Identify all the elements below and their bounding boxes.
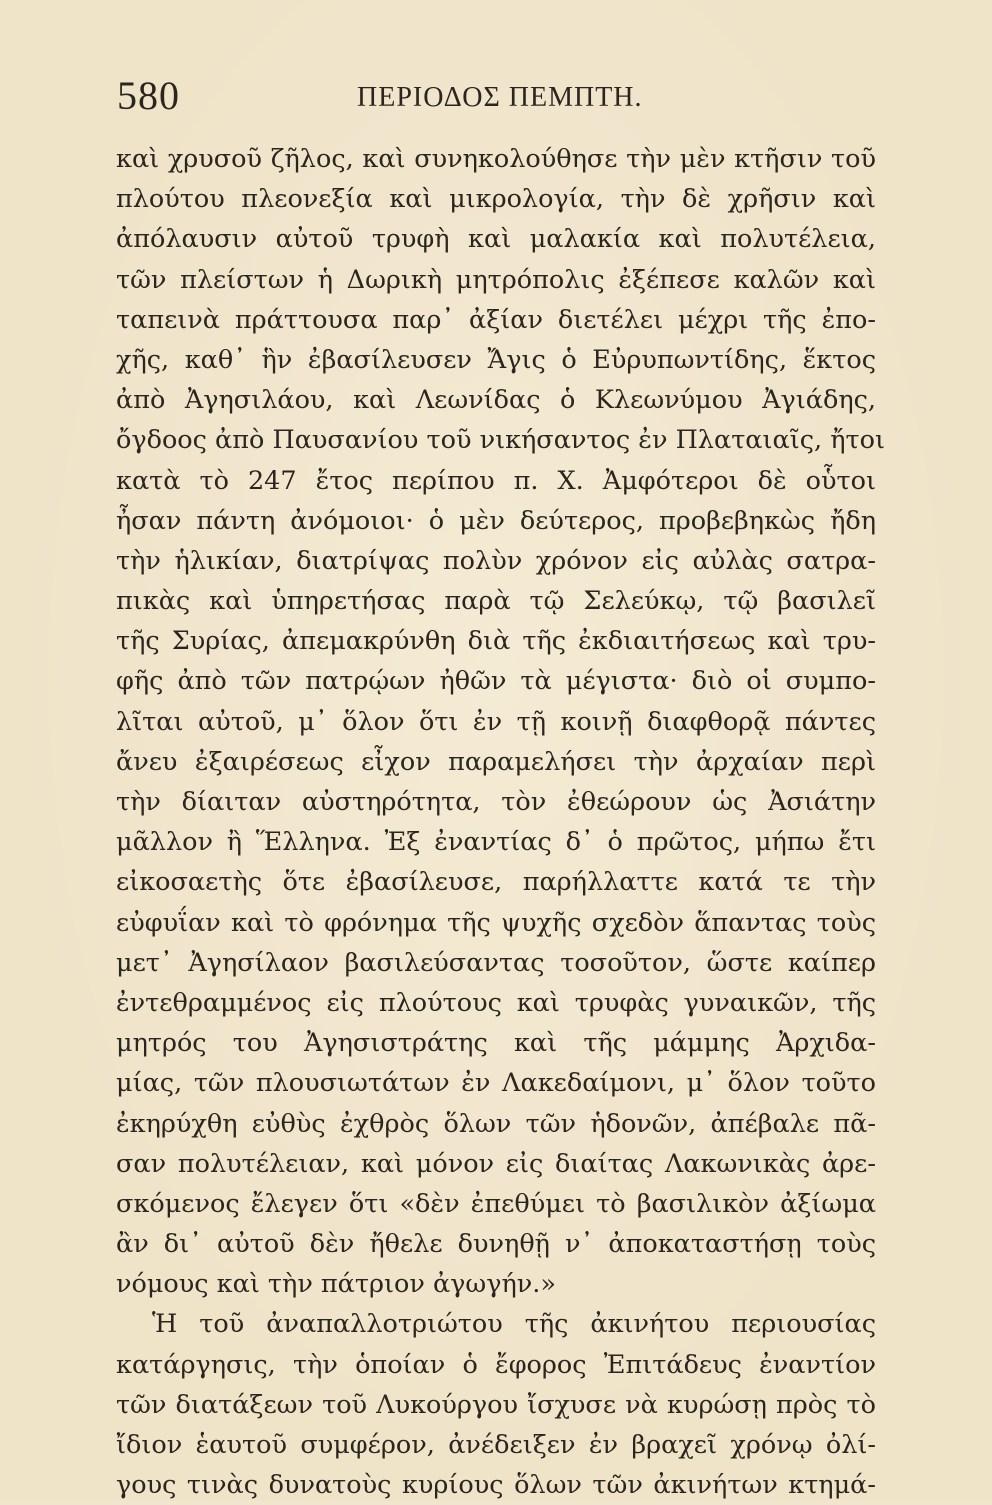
text-line: χῆς, καθ᾽ ἣν ἐβασίλευσεν Ἄγις ὁ Εὐρυπωντίδης, ἕκτος <box>116 344 876 375</box>
text-line: ὄγδοος ἀπὸ Παυσανίου τοῦ νικήσαντος ἐν Πλαταιαῖς, ἤτοι <box>116 425 885 456</box>
paragraph-start-line: Ἡ τοῦ ἀναπαλλοτριώτου τῆς ἀκινήτου περιουσίας <box>152 1309 876 1340</box>
text-line: μᾶλλον ἢ Ἕλληνα. Ἐξ ἐναντίας δ᾽ ὁ πρῶτος, μήπω ἔτι <box>116 827 876 858</box>
text-line: λῖται αὐτοῦ, μ᾽ ὅλον ὅτι ἐν τῇ κοινῇ διαφθορᾷ πάντες <box>116 706 876 737</box>
paragraph-end-line: νόμους καὶ τὴν πάτριον ἀγωγήν.» <box>116 1269 556 1300</box>
text-line: ἂν δι᾽ αὐτοῦ δὲν ἤθελε δυνηθῇ ν᾽ ἀποκαταστήσῃ τοὺς <box>116 1229 876 1260</box>
text-line: ἀπόλαυσιν αὐτοῦ τρυφὴ καὶ μαλακία καὶ πολυτέλεια, <box>116 224 876 255</box>
text-line: ἴδιον ἑαυτοῦ συμφέρον, ἀνέδειξεν ἐν βραχεῖ χρόνῳ ὀλί- <box>116 1430 876 1460</box>
text-line: γους τινὰς δυνατοὺς κυρίους ὅλων τῶν ἀκινήτων κτημά- <box>116 1470 876 1501</box>
text-line: μητρός του Ἀγησιστράτης καὶ τῆς μάμμης Ἀρχιδα- <box>116 1028 876 1059</box>
text-line: ἄνευ ἐξαιρέσεως εἶχον παραμελήσει τὴν ἀρχαίαν περὶ <box>116 746 876 777</box>
text-line: πικὰς καὶ ὑπηρετήσας παρὰ τῷ Σελεύκῳ, τῷ βασιλεῖ <box>116 586 876 617</box>
text-line: πλούτου πλεονεξία καὶ μικρολογία, τὴν δὲ χρῆσιν καὶ <box>116 184 876 215</box>
text-line: ἐντεθραμμένος εἰς πλούτους καὶ τρυφὰς γυναικῶν, τῆς <box>116 987 876 1018</box>
text-line: τὴν ἡλικίαν, διατρίψας πολὺν χρόνον εἰς αὐλὰς σατρα- <box>116 545 876 576</box>
text-line: σκόμενος ἔλεγεν ὅτι «δὲν ἐπεθύμει τὸ βασιλικὸν ἀξίωμα <box>116 1188 876 1219</box>
body-text <box>116 139 885 1505</box>
text-line: τὴν δίαιταν αὐστηρότητα, τὸν ἐθεώρουν ὡς Ἀσιάτην <box>116 787 876 817</box>
text-line: τῶν διατάξεων τοῦ Λυκούργου ἴσχυσε νὰ κυρώσῃ πρὸς τὸ <box>116 1389 876 1420</box>
text-line: μετ᾽ Ἀγησίλαον βασιλεύσαντας τοσοῦτον, ὥστε καίπερ <box>116 947 876 978</box>
text-line: τῶν πλείστων ἡ Δωρικὴ μητρόπολις ἐξέπεσε καλῶν καὶ <box>116 264 876 295</box>
text-line: κατὰ τὸ 247 ἔτος περίπου π. Χ. Ἀμφότεροι δὲ οὗτοι <box>116 465 876 496</box>
text-line: καὶ χρυσοῦ ζῆλος, καὶ συνηκολούθησε τὴν μὲν κτῆσιν τοῦ <box>116 144 876 174</box>
text-line: ἦσαν πάντη ἀνόμοιοι· ὁ μὲν δεύτερος, προβεβηκὼς ἤδη <box>116 505 876 536</box>
text-line: εἰκοσαετὴς ὅτε ἐβασίλευσε, παρήλλαττε κατά τε τὴν <box>116 867 876 898</box>
text-line: φῆς ἀπὸ τῶν πατρῴων ἠθῶν τὰ μέγιστα· διὸ οἱ συμπο- <box>116 666 876 697</box>
text-line: κατάργησις, τὴν ὁποίαν ὁ ἔφορος Ἐπιτάδευς ἐναντίον <box>116 1349 876 1380</box>
text-line: σαν πολυτέλειαν, καὶ μόνον εἰς διαίτας Λακωνικὰς ἀρε- <box>116 1148 876 1179</box>
text-line: ἐκηρύχθη εὐθὺς ἐχθρὸς ὅλων τῶν ἡδονῶν, ἀπέβαλε πᾶ- <box>116 1108 876 1139</box>
text-line: εὐφυΐαν καὶ τὸ φρόνημα τῆς ψυχῆς σχεδὸν ἅπαντας τοὺς <box>116 907 876 938</box>
text-line: τῆς Συρίας, ἀπεμακρύνθη διὰ τῆς ἐκδιαιτήσεως καὶ τρυ- <box>116 626 876 657</box>
page-header <box>117 72 877 122</box>
text-line: ταπεινὰ πράττουσα παρ᾽ ἀξίαν διετέλει μέχρι τῆς ἐπο- <box>116 304 876 335</box>
running-head: ΠΕΡΙΟΔΟΣ ΠΕΜΠΤΗ. <box>357 82 643 113</box>
text-line: μίας, τῶν πλουσιωτάτων ἐν Λακεδαίμονι, μ᾽ ὅλον τοῦτο <box>116 1068 876 1099</box>
text-line: ἀπὸ Ἀγησιλάου, καὶ Λεωνίδας ὁ Κλεωνύμου Ἀγιάδης, <box>116 385 876 416</box>
page-number: 580 <box>117 73 180 118</box>
